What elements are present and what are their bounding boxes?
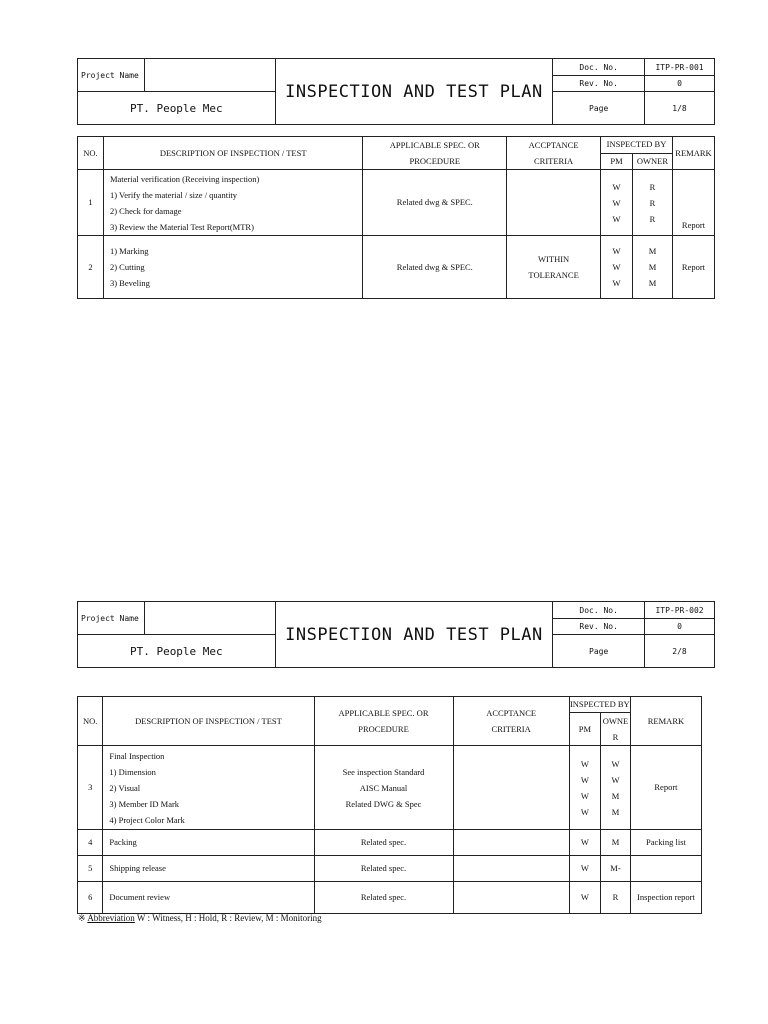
col-owner-header: OWNE R (601, 713, 631, 746)
row-no: 6 (78, 882, 103, 914)
doc-no-value: ITP-PR-001 (645, 59, 715, 76)
row-remark: Report (672, 236, 714, 299)
row-spec: Related spec. (314, 830, 453, 856)
company-name: PT. People Mec (78, 635, 276, 668)
row-spec: See inspection Standard AISC Manual Related DWG & Spec (314, 746, 453, 830)
row-description: Shipping release (103, 856, 314, 882)
table-row (78, 830, 702, 856)
row-criteria (507, 170, 601, 236)
col-pm-header: PM (569, 713, 600, 746)
doc-no-label: Doc. No. (553, 602, 645, 619)
row-pm: W (569, 856, 600, 882)
project-name-label: Project Name (78, 602, 145, 635)
row-no: 4 (78, 830, 103, 856)
project-name-label: Project Name (78, 59, 145, 92)
row-description: 1) Marking 2) Cutting 3) Beveling (103, 236, 362, 299)
rev-no-label: Rev. No. (553, 619, 645, 635)
row-description: Document review (103, 882, 314, 914)
row-criteria (453, 746, 569, 830)
row-criteria (453, 882, 569, 914)
col-pm-header: PM (601, 153, 633, 170)
rev-no-label: Rev. No. (553, 76, 645, 92)
table-row (78, 746, 702, 830)
col-remark-header: REMARK (672, 137, 714, 170)
row-pm: W (569, 830, 600, 856)
reference-mark: ※ (78, 913, 86, 923)
row-description: Final Inspection 1) Dimension 2) Visual 3) Member ID Mark 4) Project Color Mark (103, 746, 314, 830)
col-no-header: NO. (78, 697, 103, 746)
row-remark: Report (630, 746, 701, 830)
row-owner: M M M (632, 236, 672, 299)
row-criteria: WITHIN TOLERANCE (507, 236, 601, 299)
project-name-value (144, 602, 275, 635)
row-no: 1 (78, 170, 104, 236)
table-row (78, 236, 715, 299)
project-name-value (144, 59, 275, 92)
col-inspected-by-header: INSPECTED BY (601, 137, 673, 154)
page1-itp-table (77, 136, 715, 299)
page-number: 2/8 (645, 635, 715, 668)
col-no-header: NO. (78, 137, 104, 170)
rev-no-value: 0 (645, 76, 715, 92)
row-no: 2 (78, 236, 104, 299)
table-row (78, 170, 715, 236)
row-spec: Related spec. (314, 882, 453, 914)
col-owner-header: OWNER (632, 153, 672, 170)
page2-itp-table (77, 696, 702, 914)
page-number: 1/8 (645, 92, 715, 125)
row-remark: Packing list (630, 830, 701, 856)
row-remark: Report (672, 170, 714, 236)
abbreviation-note (78, 913, 322, 924)
page-label: Page (553, 635, 645, 668)
col-criteria-header: ACCPTANCE CRITERIA (507, 137, 601, 170)
col-desc-header: DESCRIPTION OF INSPECTION / TEST (103, 137, 362, 170)
table-row (78, 882, 702, 914)
col-spec-header: APPLICABLE SPEC. OR PROCEDURE (314, 697, 453, 746)
row-owner: W W M M (601, 746, 631, 830)
row-pm: W W W W (569, 746, 600, 830)
abbreviation-text: W : Witness, H : Hold, R : Review, M : Monitoring (136, 913, 322, 923)
col-inspected-by-header: INSPECTED BY (569, 697, 630, 713)
table-row (78, 856, 702, 882)
row-description: Material verification (Receiving inspection) 1) Verify the material / size / quantity 2) Check for damage 3) Review the Material Test Report(MTR) (103, 170, 362, 236)
col-spec-header: APPLICABLE SPEC. OR PROCEDURE (363, 137, 507, 170)
page2-header (77, 601, 715, 668)
row-owner: R (601, 882, 631, 914)
row-owner: R R R (632, 170, 672, 236)
rev-no-value: 0 (645, 619, 715, 635)
doc-no-label: Doc. No. (553, 59, 645, 76)
company-name: PT. People Mec (78, 92, 276, 125)
row-criteria (453, 830, 569, 856)
row-no: 3 (78, 746, 103, 830)
col-criteria-header: ACCPTANCE CRITERIA (453, 697, 569, 746)
row-pm: W (569, 882, 600, 914)
abbreviation-label: Abbreviation (87, 913, 135, 923)
doc-no-value: ITP-PR-002 (645, 602, 715, 619)
row-pm: W W W (601, 236, 633, 299)
page1-header (77, 58, 715, 125)
document-title: INSPECTION AND TEST PLAN (275, 602, 553, 668)
col-remark-header: REMARK (630, 697, 701, 746)
row-owner: M- (601, 856, 631, 882)
page-label: Page (553, 92, 645, 125)
col-desc-header: DESCRIPTION OF INSPECTION / TEST (103, 697, 314, 746)
row-pm: W W W (601, 170, 633, 236)
row-spec: Related dwg & SPEC. (363, 236, 507, 299)
row-spec: Related spec. (314, 856, 453, 882)
row-no: 5 (78, 856, 103, 882)
row-description: Packing (103, 830, 314, 856)
row-remark (630, 856, 701, 882)
row-spec: Related dwg & SPEC. (363, 170, 507, 236)
document-title: INSPECTION AND TEST PLAN (275, 59, 553, 125)
row-criteria (453, 856, 569, 882)
row-remark: Inspection report (630, 882, 701, 914)
row-owner: M (601, 830, 631, 856)
